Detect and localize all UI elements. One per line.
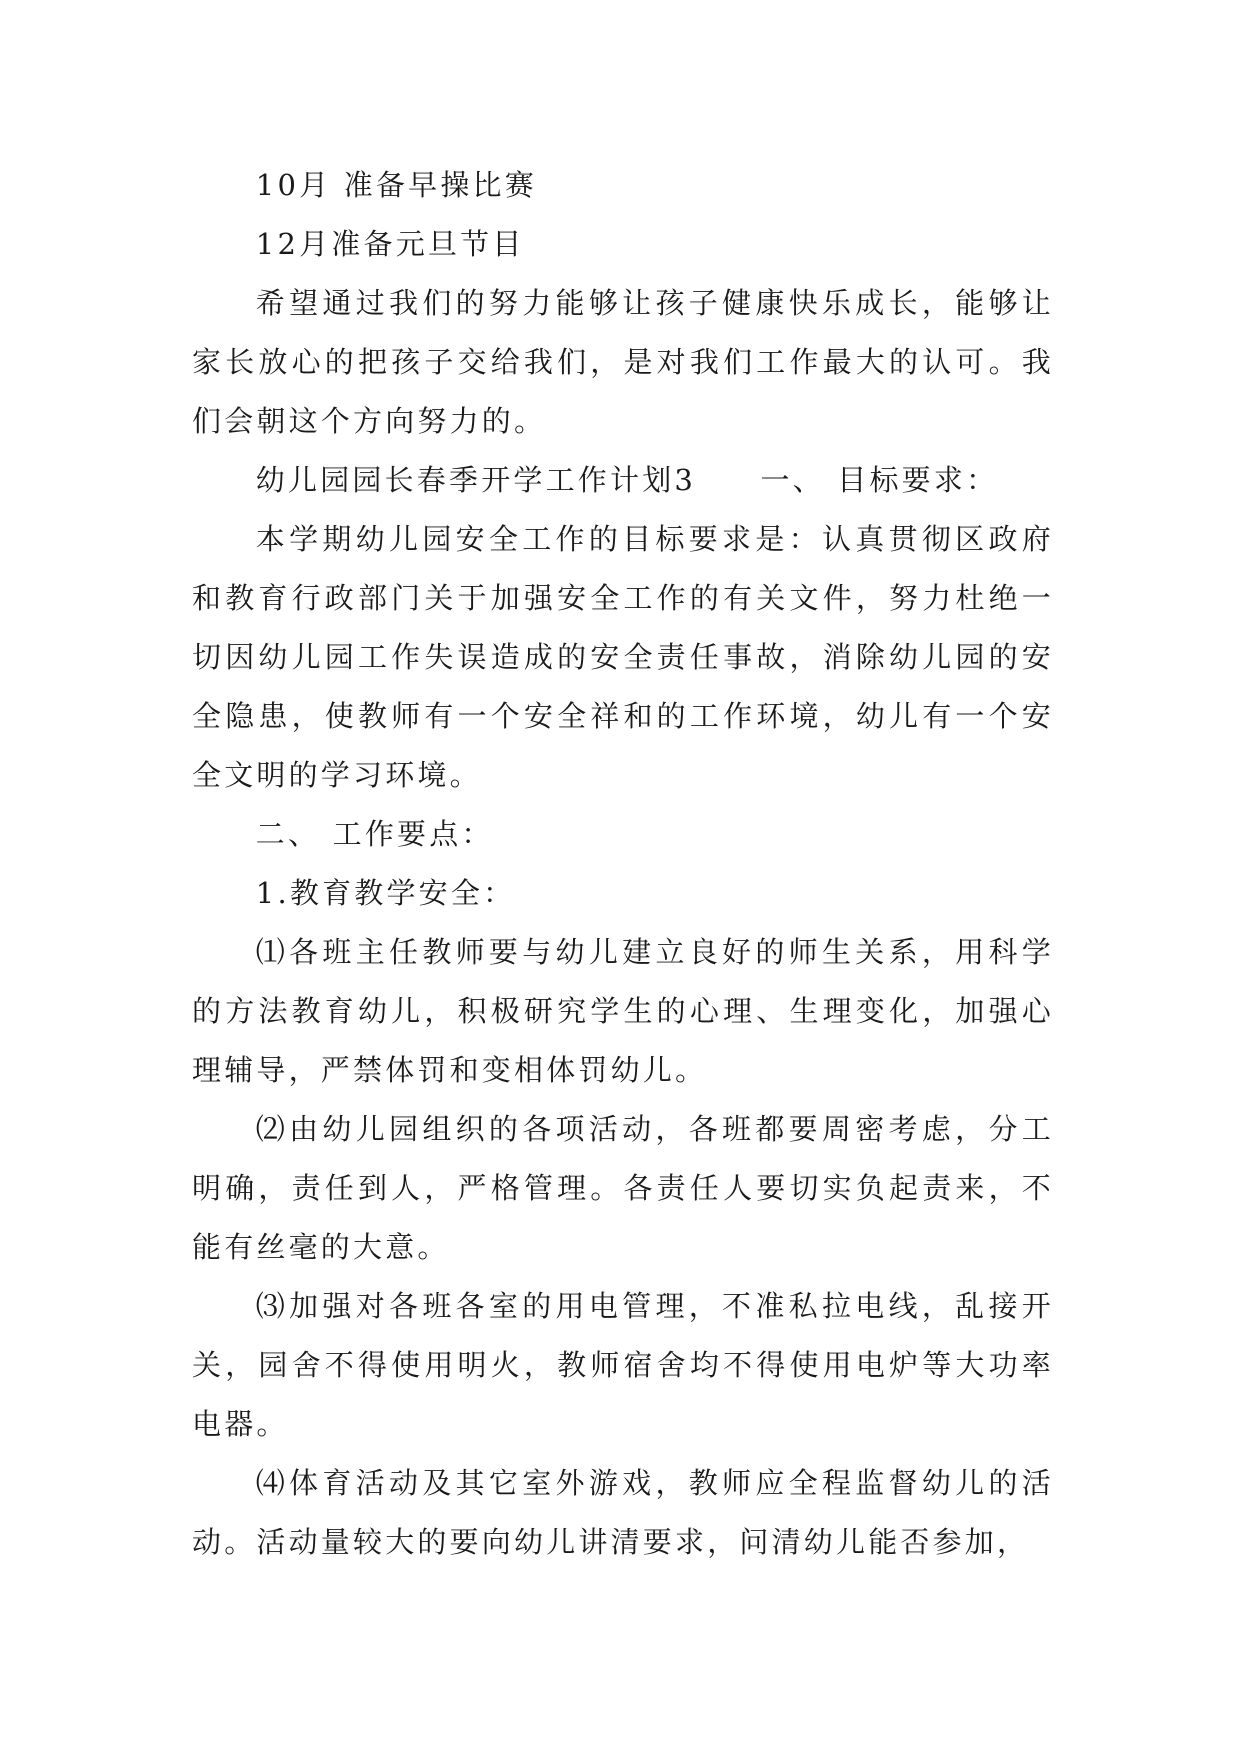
list-item-3: ⑶加强对各班各室的用电管理，不准私拉电线，乱接开关，园舍不得使用明火，教师宿舍均不得使用电炉等大功率电器。 [192, 1289, 1054, 1441]
list-item-2: ⑵由幼儿园组织的各项活动，各班都要周密考虑，分工明确，责任到人，严格管理。各责任人要切实负起责来，不能有丝毫的大意。 [192, 1112, 1054, 1264]
paragraph-hope: 希望通过我们的努力能够让孩子健康快乐成长，能够让家长放心的把孩子交给我们，是对我们工作最大的认可。我们会朝这个方向努力的。 [192, 286, 1054, 438]
section-heading-plan-3-goals: 幼儿园园长春季开学工作计划3 一、 目标要求： [255, 463, 999, 497]
paragraph-safety-goals: 本学期幼儿园安全工作的目标要求是：认真贯彻区政府和教育行政部门关于加强安全工作的有关文件，努力杜绝一切因幼儿园工作失误造成的安全责任事故，消除幼儿园的安全隐患，使教师有一个安全祥和的工作环境，幼儿有一个安全文明的学习环境。 [192, 522, 1054, 792]
document-body [192, 156, 1054, 1572]
list-item-4: ⑷体育活动及其它室外游戏，教师应全程监督幼儿的活动。活动量较大的要向幼儿讲清要求，问清幼儿能否参加， [192, 1466, 1054, 1559]
subheading-teaching-safety: 1.教育教学安全： [255, 876, 516, 910]
paragraph-december-plan: 12月准备元旦节目 [255, 227, 525, 261]
paragraph-october-plan: 10月 准备早操比赛 [255, 168, 537, 202]
list-item-1: ⑴各班主任教师要与幼儿建立良好的师生关系，用科学的方法教育幼儿，积极研究学生的心理、生理变化，加强心理辅导，严禁体罚和变相体罚幼儿。 [192, 935, 1054, 1087]
section-heading-work-points: 二、 工作要点： [255, 817, 494, 851]
